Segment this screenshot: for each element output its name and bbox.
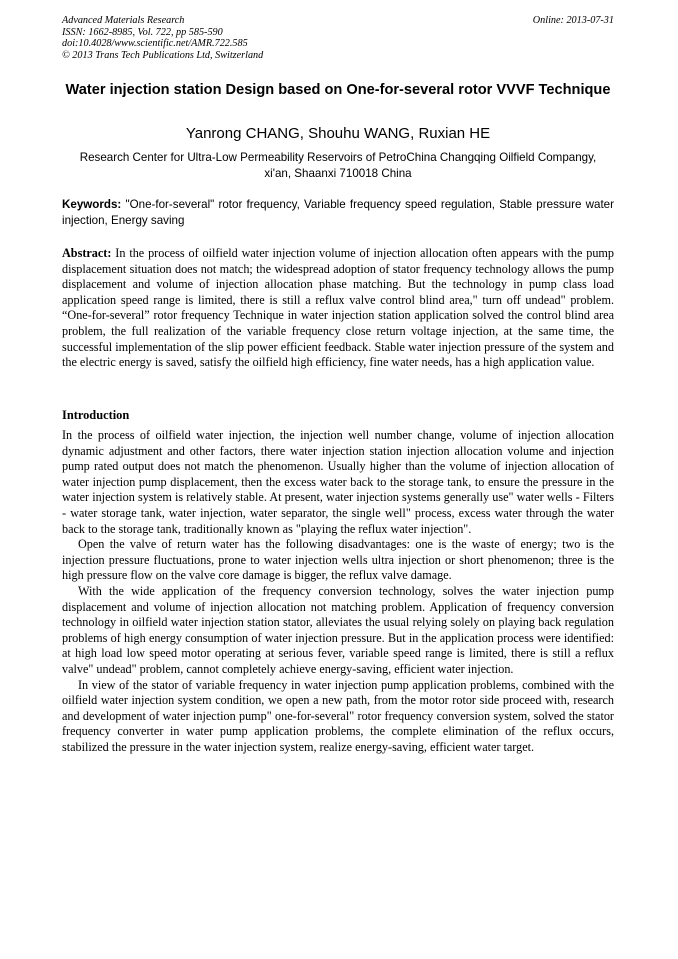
introduction-body (62, 428, 614, 755)
abstract-text: In the process of oilfield water injection volume of injection allocation often appears with the pump displacement situation does not match; the widespread adoption of stator frequency technology allows the pump displacement and volume of injection allocation phase matching. But the technology in pump class load application speed range is limited, there is still a reflux valve control blind area," turn off undead" problem. “One-for-several” rotor frequency Technique in water injection station application solved the control blind area problem, the full realization of the variable frequency close return voltage injection, at the same time, the successful implementation of the slip power efficient feedback. Stable water injection pressure of the system and the electric energy is saved, satisfy the oilfield high efficiency, fine water needs, has a high application value. (62, 246, 614, 370)
abstract-label: Abstract: (62, 246, 112, 260)
affiliation: Research Center for Ultra-Low Permeability Reservoirs of PetroChina Changqing Oilfield Compangy, xi'an, Shaanxi 710018 China (79, 151, 597, 180)
journal-name: Advanced Materials Research (62, 15, 185, 26)
paragraph: With the wide application of the frequency conversion technology, solves the water injection pump displacement and volume of injection allocation not matching problem. Application of frequency conversion technology in oilfield water injection station stator, alleviates the usual relying solely on playing back regulation problems of high energy consumption of water injection pressure. But in the application process were identified: at high load low speed motor operating at serious fever, variable speed range is limited, there is still a reflux valve" undead" problem, cannot completely achieve energy-saving, efficient water injection. (62, 583, 614, 676)
keywords-label: Keywords: (62, 198, 122, 211)
paragraph: Open the valve of return water has the following disadvantages: one is the waste of energy; two is the injection pressure fluctuations, prone to water injection wells ultra injection or short phenomenon; three is the high pressure flow on the valve core damage is bigger, the reflux valve damage. (62, 537, 614, 583)
abstract-block (62, 246, 614, 371)
issn-line: ISSN: 1662-8985, Vol. 722, pp 585-590 (62, 26, 223, 38)
paragraph: In the process of oilfield water injection, the injection well number change, volume of injection allocation dynamic adjustment and other factors, there water injection station injection allocation volume and injection pump rated output does not match the phenomenon. Usually higher than the volume of injection allocation of water injection pump displacement, then the excess water back to the storage tank, to ensure the pressure in the water injection system is relatively stable. At present, water injection systems generally use" water wells - Filters - water storage tank, water injection, water separator, the single well" process, excess water through the water back to the storage tank, traditionally known as "playing the reflux water injection". (62, 428, 614, 536)
publication-header (62, 15, 614, 61)
online-date: Online: 2013-07-31 (532, 15, 614, 26)
paper-title: Water injection station Design based on One-for-several rotor VVVF Technique (65, 82, 611, 98)
author-list: Yanrong CHANG, Shouhu WANG, Ruxian HE (185, 125, 491, 142)
keywords-block (62, 197, 614, 228)
doi-line: doi:10.4028/www.scientific.net/AMR.722.585 (62, 38, 248, 50)
copyright-line: © 2013 Trans Tech Publications Ltd, Switzerland (62, 49, 264, 61)
paragraph: In view of the stator of variable frequency in water injection pump application problems, combined with the oilfield water injection system condition, we open a new path, from the motor rotor side proceed with, research and development of water injection pump" one-for-several" rotor frequency conversion system, solved the stator frequency converter in water pump application problems, the complete elimination of the reflux occurs, stabilized the pressure in the water injection system, realize energy-saving, efficient water target. (62, 677, 614, 754)
keywords-text: "One-for-several" rotor frequency, Variable frequency speed regulation, Stable pressure water injection, Energy saving (62, 198, 614, 227)
section-heading-introduction: Introduction (62, 408, 130, 422)
